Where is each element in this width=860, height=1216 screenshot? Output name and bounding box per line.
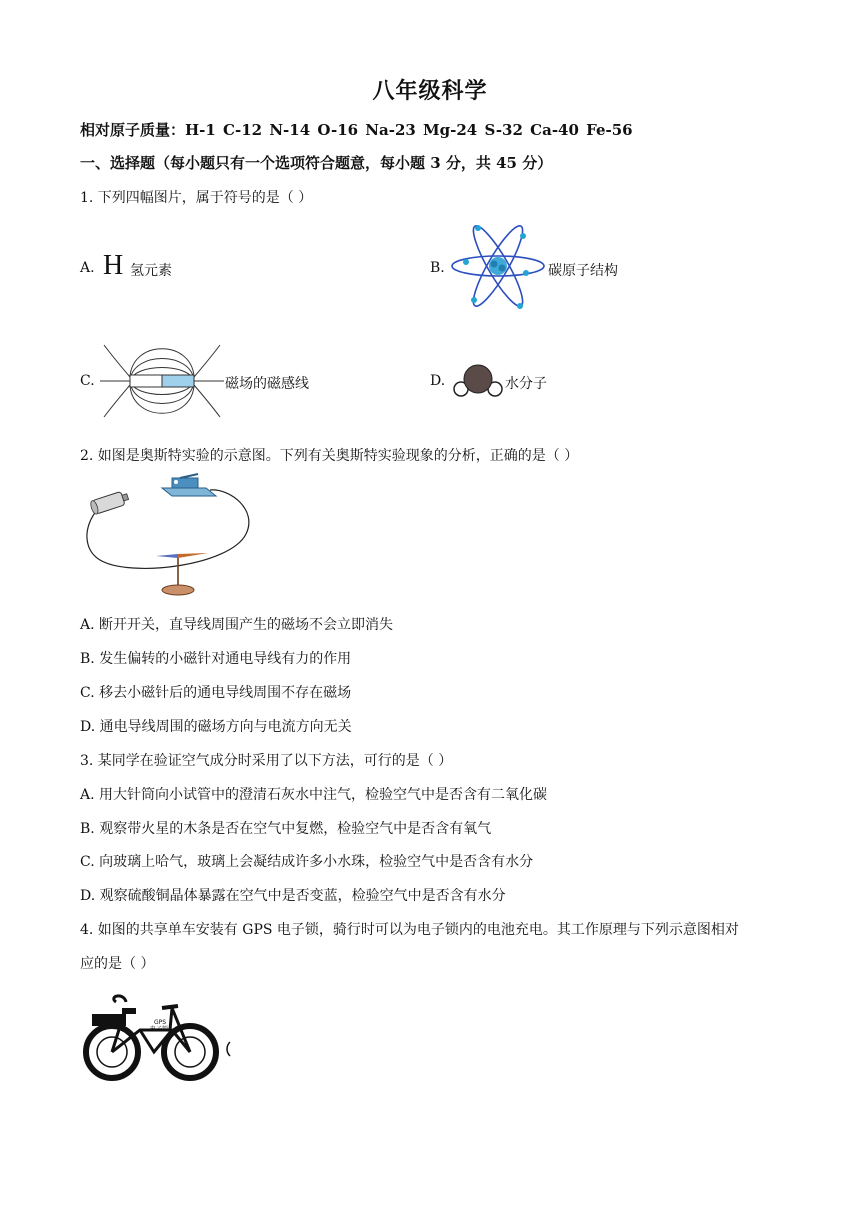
q2-option-a: A. 断开开关，直导线周围产生的磁场不会立即消失 bbox=[80, 617, 394, 633]
shared-bicycle-image bbox=[82, 990, 232, 1084]
q3-option-d: D. 观察硫酸铜晶体暴露在空气中是否变蓝，检验空气中是否含有水分 bbox=[80, 888, 506, 904]
section-heading: 一、选择题（每小题只有一个选项符合题意，每小题 3 分，共 45 分） bbox=[80, 154, 553, 172]
oersted-experiment-image bbox=[80, 474, 252, 602]
q1-option-a-letter: A. bbox=[80, 260, 95, 276]
water-molecule-image bbox=[452, 362, 504, 398]
q1-option-b-label: 碳原子结构 bbox=[548, 263, 618, 279]
q1-option-c-label: 磁场的磁感线 bbox=[225, 376, 309, 392]
q3-option-b: B. 观察带火星的木条是否在空气中复燃，检验空气中是否含有氧气 bbox=[80, 821, 492, 837]
question-4-stem-line2: 应的是（ ） bbox=[80, 956, 155, 972]
bike-lock-label: 电子锁 bbox=[150, 1026, 169, 1033]
magnet-field-lines-image bbox=[100, 333, 224, 429]
atomic-mass-line: 相对原子质量：H-1 C-12 N-14 O-16 Na-23 Mg-24 S-32 Ca-40 Fe-56 bbox=[80, 121, 633, 139]
carbon-atom-image bbox=[448, 218, 548, 314]
hydrogen-symbol: H bbox=[103, 250, 124, 281]
q2-option-c: C. 移去小磁针后的通电导线周围不存在磁场 bbox=[80, 685, 352, 701]
q3-option-a: A. 用大针筒向小试管中的澄清石灰水中注气，检验空气中是否含有二氧化碳 bbox=[80, 787, 548, 803]
question-2-stem: 2. 如图是奥斯特实验的示意图。下列有关奥斯特实验现象的分析，正确的是（ ） bbox=[80, 448, 579, 464]
q1-option-d-letter: D. bbox=[430, 373, 446, 389]
bike-gps-label: GPS bbox=[154, 1019, 167, 1026]
q3-option-c: C. 向玻璃上哈气，玻璃上会凝结成许多小水珠，检验空气中是否含有水分 bbox=[80, 854, 534, 870]
question-4-stem-line1: 4. 如图的共享单车安装有 GPS 电子锁，骑行时可以为电子锁内的电池充电。其工作原理与下列示意图相对 bbox=[80, 922, 739, 938]
q1-option-b-letter: B. bbox=[430, 260, 445, 276]
q1-option-d-label: 水分子 bbox=[505, 376, 547, 392]
q1-option-c-letter: C. bbox=[80, 373, 95, 389]
question-3-stem: 3. 某同学在验证空气成分时采用了以下方法，可行的是（ ） bbox=[80, 753, 453, 769]
page-title: 八年级科学 bbox=[372, 78, 488, 104]
q2-option-b: B. 发生偏转的小磁针对通电导线有力的作用 bbox=[80, 651, 352, 667]
q1-option-a-label: 氢元素 bbox=[130, 263, 172, 279]
q2-option-d: D. 通电导线周围的磁场方向与电流方向无关 bbox=[80, 719, 352, 735]
question-1-stem: 1. 下列四幅图片，属于符号的是（ ） bbox=[80, 190, 313, 206]
